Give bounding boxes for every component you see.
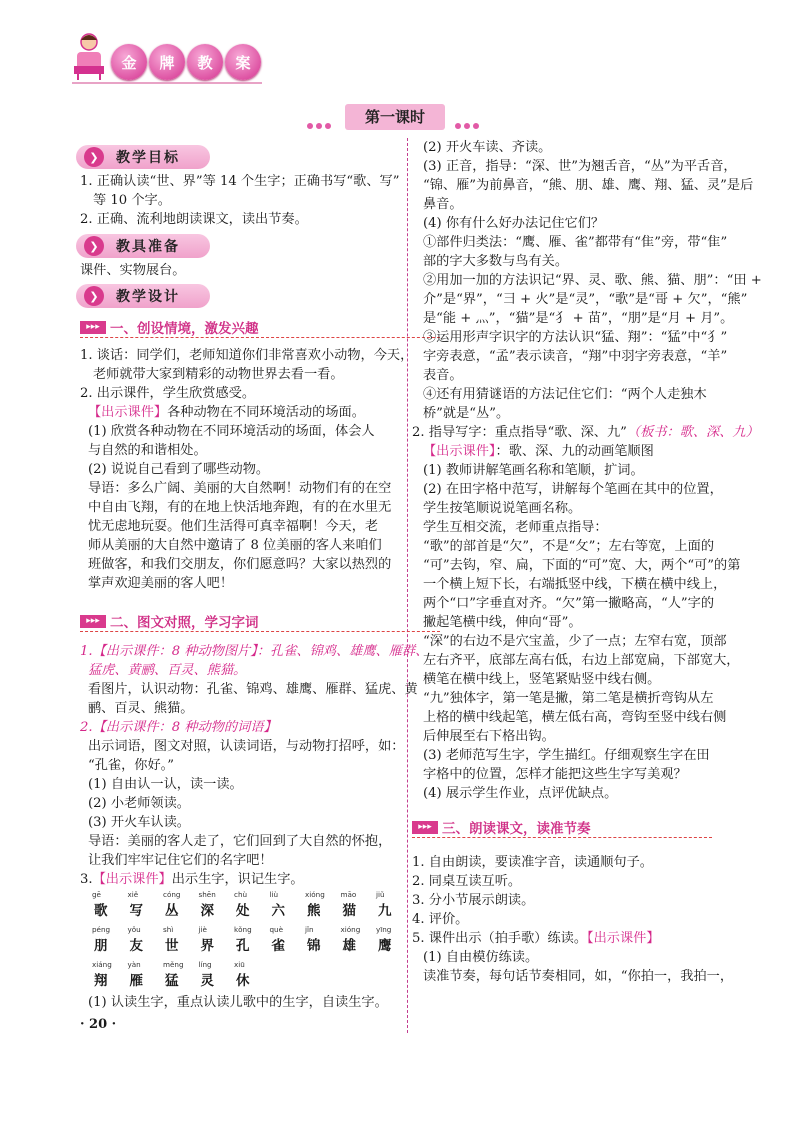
r-line (423, 442, 654, 461)
p2-line: “孔雀，你好。” (88, 758, 175, 773)
r-line: (4) 你有什么好办法记住它们？ (423, 216, 605, 231)
part1-title: 一、创设情境，激发兴趣 (110, 321, 259, 337)
lesson-title-banner (305, 104, 485, 132)
character: 孔 (236, 938, 250, 954)
pinyin: péng (92, 925, 111, 934)
r-line: 一个横上短下长，右端抵竖中线，下横在横中线上， (423, 577, 727, 592)
brand-underline (72, 82, 262, 84)
page-number: · 20 · (80, 1017, 117, 1032)
r-line: (1) 教师讲解笔画名称和笔顺，扩词。 (423, 463, 644, 478)
r-line: 3. 分小节展示朗读。 (412, 893, 535, 908)
part2-heading (80, 612, 259, 630)
p2-line (80, 870, 304, 889)
triple-arrow-icon: ▸▸▸ (80, 321, 106, 334)
p1-line: (2) 说说自己看到了哪些动物。 (88, 462, 270, 477)
pinyin: jiǔ (376, 890, 385, 899)
courseware-tag: 【出示课件】 (92, 872, 172, 887)
r-line: ①部件归类法：“鹰、雁、雀”都带有“隹”旁，带“隹” (423, 235, 728, 250)
character: 熊 (307, 903, 321, 919)
p2-line: 看图片，认识动物：孔雀、锦鸡、雄鹰、雁群、猛虎、黄 (88, 682, 418, 697)
r-line (412, 423, 759, 442)
section-tools-label: 教具准备 (116, 239, 180, 255)
p2-line: (2) 小老师领读。 (88, 796, 190, 811)
r-line: (3) 正音，指导：“深、世”为翘舌音，“丛”为平舌音， (423, 159, 737, 174)
pinyin: māo (340, 890, 357, 899)
section-design (76, 284, 210, 308)
character: 猛 (165, 973, 179, 989)
p2-line: 猛虎、黄鹂、百灵、熊猫。 (88, 663, 247, 678)
goal-line-3: 2. 正确、流利地朗读课文，读出节奏。 (80, 212, 308, 227)
p2-line: 让我们牢牢记住它们的名字吧！ (88, 853, 273, 868)
pinyin: gē (92, 890, 101, 899)
heading-underline (412, 837, 712, 838)
r-line: 学生互相交流，老师重点指导： (423, 520, 608, 535)
r-text: 2. 指导写字：重点指导“歌、深、九” (412, 425, 627, 440)
p2-text: 出示生字，识记生字。 (171, 872, 304, 887)
r-line (412, 929, 660, 948)
character: 界 (200, 938, 214, 954)
r-line: 横笔在横中线上，竖笔紧贴竖中线右侧。 (423, 672, 661, 687)
character: 朋 (94, 938, 108, 954)
pinyin: liù (269, 890, 279, 899)
chevron-down-icon: ❯ (84, 236, 104, 256)
pinyin: jiè (198, 925, 207, 934)
r-line: 2. 同桌互读互听。 (412, 874, 522, 889)
p1-line: 中自由飞翔，有的在地上快活地奔跑，有的在水里无 (88, 500, 392, 515)
item-number: 3. (80, 872, 93, 887)
character: 猫 (342, 903, 356, 919)
courseware-tag: 1.【出示课件：8 种动物图片】 (80, 644, 257, 659)
r-line: 学生按笔顺说说笔画名称。 (423, 501, 582, 516)
courseware-tag: 【出示课件】 (423, 444, 496, 459)
p2-line: 出示词语，图文对照，认读词语，与动物打招呼，如： (88, 739, 405, 754)
r-line: 表音。 (423, 368, 463, 383)
r-line: 1. 自由朗读，要读准字音，读通顺句子。 (412, 855, 653, 870)
r-line: 桥”就是“丛”。 (423, 406, 510, 421)
character: 世 (165, 938, 179, 954)
r-line: (1) 自由模仿练读。 (423, 950, 539, 965)
character: 友 (129, 938, 143, 954)
p2-line (80, 642, 428, 661)
left-dots (307, 114, 337, 122)
p1-line: 导语：多么广阔、美丽的大自然啊！动物们有的在空 (88, 481, 392, 496)
character: 锦 (307, 938, 321, 954)
r-line: “锦、雁”为前鼻音，“熊、朋、雄、鹰、翔、猛、灵”是后 (423, 178, 754, 193)
r-line: 上格的横中线起笔，横左低右高，弯钩至竖中线右侧 (423, 710, 727, 725)
p2-line: (1) 认读生字，重点认读儿歌中的生字，自读生字。 (88, 995, 388, 1010)
character: 鹰 (378, 938, 392, 954)
character: 雀 (271, 938, 285, 954)
r-text: ：歌、深、九的动画笔顺图 (495, 444, 654, 459)
character: 翔 (94, 973, 108, 989)
p1-line: (1) 欣赏各种动物在不同环境活动的场面，体会人 (88, 424, 375, 439)
p1-line: 1. 谈话：同学们，老师知道你们非常喜欢小动物，今天， (80, 348, 414, 363)
part3-heading (412, 818, 591, 836)
p1-line: 忧无虑地玩耍。他们生活得可真幸福啊！今天，老 (88, 519, 379, 534)
pinyin: shì (163, 925, 174, 934)
p1-line: 与自然的和谐相处。 (88, 443, 207, 458)
pinyin: chù (234, 890, 248, 899)
character: 六 (271, 903, 285, 919)
pinyin: cóng (163, 890, 181, 899)
brand-char-4: 案 (225, 44, 261, 80)
section-design-label: 教学设计 (116, 289, 180, 305)
part1-heading (80, 318, 259, 336)
right-dots (455, 114, 485, 122)
brand-char-1: 金 (111, 44, 147, 80)
p1-line (88, 403, 365, 422)
r-line: “深”的右边不是穴宝盖，少了一点；左窄右宽，顶部 (423, 634, 727, 649)
pinyin: xióng (305, 890, 325, 899)
r-line: 部的字大多数与鸟有关。 (423, 254, 569, 269)
pinyin: xiě (127, 890, 139, 899)
r-line: (2) 开火车读、齐读。 (423, 140, 552, 155)
pinyin: xióng (340, 925, 361, 934)
r-line: (3) 老师范写生字，学生描红。仔细观察生字在田 (423, 748, 710, 763)
r-line: 两个“口”字垂直对齐。“欠”第一撇略高，“人”字的 (423, 596, 715, 611)
character: 歌 (94, 903, 108, 919)
brand-char-2: 牌 (149, 44, 185, 80)
r-line: (4) 展示学生作业，点评优缺点。 (423, 786, 618, 801)
r-line: 撇起笔横中线，伸向“哥”。 (423, 615, 582, 630)
goal-line-2: 等 10 个字。 (93, 193, 171, 208)
pinyin: què (269, 925, 284, 934)
r-line: “可”去钩，窄、扁，下面的“可”宽、大，两个“可”的第 (423, 558, 741, 573)
r-line: “歌”的部首是“欠”，不是“攵”；左右等宽，上面的 (423, 539, 715, 554)
courseware-tag: 【出示课件】 (88, 405, 168, 420)
pinyin: xiū (234, 960, 245, 969)
character: 丛 (165, 903, 179, 919)
r-line: ③运用形声字识字的方法认识“猛、翔”：“猛”中“犭” (423, 330, 728, 345)
pinyin: měng (163, 960, 184, 969)
column-divider (407, 138, 408, 1033)
p2-line: (1) 自由认一认，读一读。 (88, 777, 243, 792)
r-line: 鼻音。 (423, 197, 463, 212)
character: 处 (236, 903, 250, 919)
p1-line: 2. 出示课件，学生欣赏感受。 (80, 386, 256, 401)
pinyin: yàn (127, 960, 141, 969)
r-line: 读准节奏，每句话节奏相同，如，“你拍一，我拍一， (423, 969, 734, 984)
r-text: 5. 课件出示（拍手歌）练读。 (412, 931, 588, 946)
character: 写 (129, 903, 143, 919)
part3-title: 三、朗读课文，读准节奏 (442, 821, 591, 837)
r-line: ④还有用猜谜语的方法记住它们：“两个人走独木 (423, 387, 707, 402)
character: 休 (236, 973, 250, 989)
character: 雄 (342, 938, 356, 954)
pinyin: shēn (198, 890, 216, 899)
p1-line: 师从美丽的大自然中邀请了 8 位美丽的客人来咱们 (88, 538, 382, 553)
r-line: 字旁表意，“孟”表示读音，“翔”中羽字旁表意，“羊” (423, 349, 728, 364)
pinyin: líng (198, 960, 212, 969)
p2-line: 导语：美丽的客人走了，它们回到了大自然的怀抱， (88, 834, 392, 849)
heading-underline (80, 631, 440, 632)
goal-line-1: 1. 正确认读“世、界”等 14 个生字；正确书写“歌、写” (80, 174, 400, 189)
section-tools (76, 234, 210, 258)
chevron-down-icon: ❯ (84, 147, 104, 167)
r-line: 介”是“界”，“彐 + 火”是“灵”，“歌”是“哥 + 欠”，“熊” (423, 292, 748, 307)
section-goals-label: 教学目标 (116, 150, 180, 166)
character: 雁 (129, 973, 143, 989)
character: 深 (200, 903, 214, 919)
heading-underline (80, 337, 440, 338)
part2-title: 二、图文对照，学习字词 (110, 615, 259, 631)
pinyin: kǒng (234, 925, 252, 934)
r-line: 是“能 + 灬”，“猫”是“犭 + 苗”，“朋”是“月 + 月”。 (423, 311, 734, 326)
p1-line: 老师就带大家到精彩的动物世界去看一看。 (93, 367, 344, 382)
pinyin: xiáng (92, 960, 112, 969)
chevron-down-icon: ❯ (84, 286, 104, 306)
p2-text: ：孔雀、锦鸡、雄鹰、雁群、 (256, 644, 429, 659)
triple-arrow-icon: ▸▸▸ (412, 821, 438, 834)
triple-arrow-icon: ▸▸▸ (80, 615, 106, 628)
character: 九 (378, 903, 392, 919)
r-line: “九”独体字，第一笔是撇，第二笔是横折弯钩从左 (423, 691, 714, 706)
courseware-tag: 【出示课件】 (587, 931, 660, 946)
brand-char-3: 教 (187, 44, 223, 80)
p1-line: 掌声欢迎美丽的客人吧！ (88, 576, 234, 591)
section-goals (76, 145, 210, 169)
lesson-title: 第一课时 (345, 104, 445, 130)
tools-line-1: 课件、实物展台。 (80, 263, 186, 278)
r-line: 后伸展至右下格出钩。 (423, 729, 555, 744)
p1-line: 班做客，和我们交朋友，你们愿意吗？大家以热烈的 (88, 557, 392, 572)
pinyin: yǒu (127, 925, 141, 934)
pinyin: jǐn (305, 925, 314, 934)
r-line: (2) 在田字格中范写，讲解每个笔画在其中的位置， (423, 482, 723, 497)
p2-line: 鹂、百灵、熊猫。 (88, 701, 194, 716)
character: 灵 (200, 973, 214, 989)
r-line: 4. 评价。 (412, 912, 469, 927)
mascot-teacher-icon (72, 32, 106, 80)
r-line: 左右齐平，底部左高右低，右边上部宽扁，下部宽大， (423, 653, 740, 668)
p2-line: 2.【出示课件：8 种动物的词语】 (80, 720, 277, 735)
r-line: ②用加一加的方法识记“界、灵、歌、熊、猫、朋”：“田 + (423, 273, 762, 288)
p2-line: (3) 开火车认读。 (88, 815, 190, 830)
pinyin: yīng (376, 925, 392, 934)
blackboard-tag: （板书：歌、深、九） (626, 425, 759, 440)
p1-text: 各种动物在不同环境活动的场面。 (167, 405, 365, 420)
r-line: 字格中的位置，怎样才能把这些生字写美观？ (423, 767, 687, 782)
